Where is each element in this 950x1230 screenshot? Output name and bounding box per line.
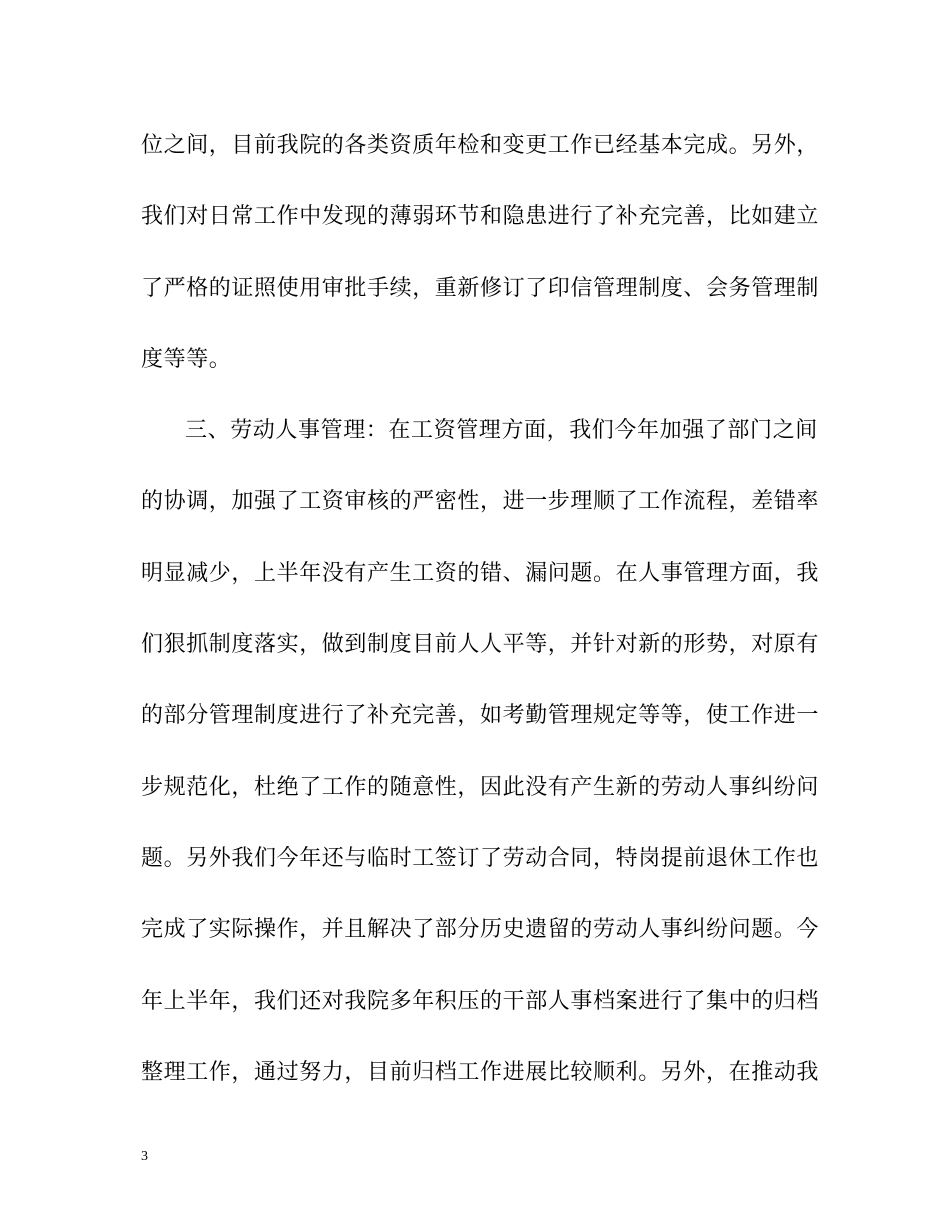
paragraph-line: 题。另外我们今年还与临时工签订了劳动合同，特岗提前退休工作也 — [141, 846, 820, 871]
paragraph-line: 了严格的证照使用审批手续，重新修订了印信管理制度、会务管理制 — [141, 276, 820, 301]
paragraph-line: 位之间，目前我院的各类资质年检和变更工作已经基本完成。另外， — [141, 133, 820, 158]
paragraph-line: 的部分管理制度进行了补充完善，如考勤管理规定等等，使工作进一 — [141, 703, 820, 728]
paragraph-line: 完成了实际操作，并且解决了部分历史遗留的劳动人事纠纷问题。今 — [141, 917, 820, 942]
paragraph-line: 三、劳动人事管理：在工资管理方面，我们今年加强了部门之间 — [185, 418, 818, 443]
paragraph-line: 的协调，加强了工资审核的严密性，进一步理顺了工作流程，差错率 — [141, 489, 820, 514]
paragraph-line: 明显减少，上半年没有产生工资的错、漏问题。在人事管理方面，我 — [141, 561, 820, 586]
paragraph-line: 我们对日常工作中发现的薄弱环节和隐患进行了补充完善，比如建立 — [141, 204, 820, 229]
paragraph-line: 整理工作，通过努力，目前归档工作进展比较顺利。另外，在推动我 — [141, 1060, 820, 1085]
paragraph-line: 们狠抓制度落实，做到制度目前人人平等，并针对新的形势，对原有 — [141, 632, 820, 657]
paragraph-line: 年上半年，我们还对我院多年积压的干部人事档案进行了集中的归档 — [141, 989, 820, 1014]
page-number: 3 — [141, 1149, 148, 1164]
paragraph-line: 步规范化，杜绝了工作的随意性，因此没有产生新的劳动人事纠纷问 — [141, 775, 820, 800]
paragraph-line: 度等等。 — [141, 347, 232, 372]
